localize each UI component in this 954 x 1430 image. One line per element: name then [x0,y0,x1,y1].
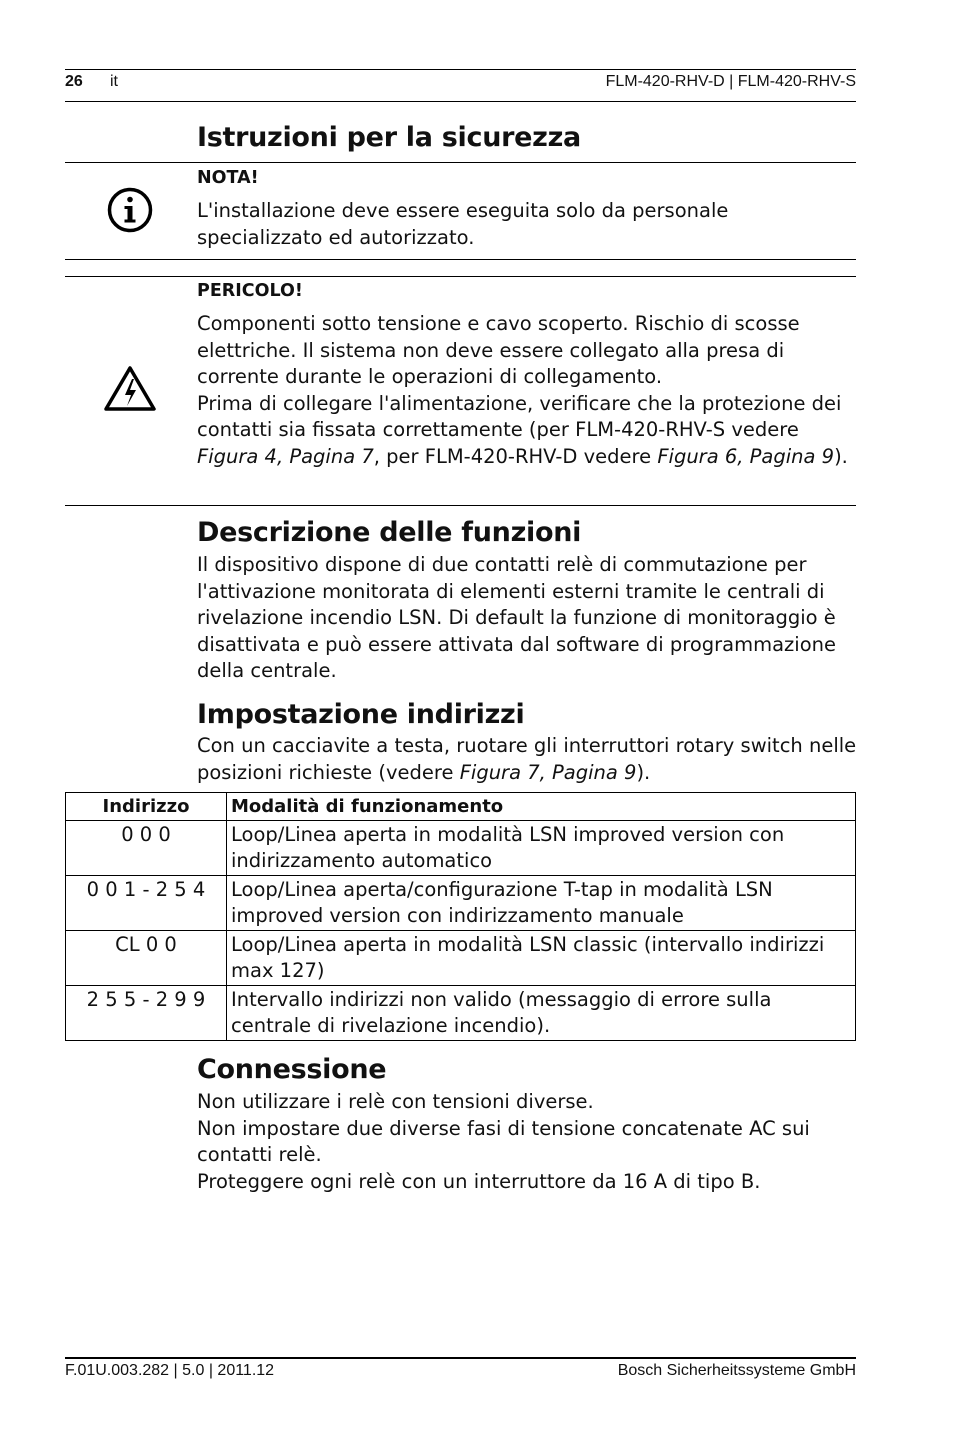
addressing-ref-figure-7[interactable]: Figura 7, Pagina 9 [459,760,637,784]
table-cell-mode: Loop/Linea aperta/configurazione T-tap in modalità LSN improved version con indirizzamento manuale [227,876,856,931]
table-header-row [66,793,856,821]
addressing-text-b: ). [636,760,651,784]
connection-line-2: Non impostare due diverse fasi di tensione concatenate AC sui contatti relè. [197,1116,810,1166]
danger-ref-figure-6[interactable]: Figura 6, Pagina 9 [657,444,835,468]
danger-text-2b: , per FLM-420-RHV-D vedere [373,444,658,468]
language-code: it [110,73,118,90]
danger-text [197,311,857,470]
address-table [65,792,856,1041]
danger-text-1: Componenti sotto tensione e cavo scoperto. Rischio di scosse elettriche. Il sistema non deve essere collegato alla presa di corrente durante le operazioni di collegamento. [197,312,800,388]
connection-line-1: Non utilizzare i relè con tensioni diverse. [197,1090,594,1113]
section-title-safety: Istruzioni per la sicurezza [197,122,581,153]
table-cell-address: 0 0 1 - 2 5 4 [66,876,227,931]
table-cell-address: CL 0 0 [66,931,227,986]
page-number: 26 [65,73,83,90]
table-header-mode: Modalità di funzionamento [227,793,856,821]
header-bottom-rule [65,101,856,102]
table-row [66,986,856,1041]
note-bottom-rule [65,259,856,260]
footer-company: Bosch Sicherheitssysteme GmbH [617,1362,856,1379]
addressing-text-a: Con un cacciavite a testa, ruotare gli interruttori rotary switch nelle posizioni richieste (vedere [197,734,857,784]
footer-rule [65,1357,856,1359]
danger-bottom-rule [65,505,856,506]
product-name: FLM-420-RHV-D | FLM-420-RHV-S [605,73,856,90]
header-top-rule [65,69,856,70]
danger-text-2c: ). [834,444,848,468]
info-icon [106,186,154,234]
addressing-text [197,733,857,786]
table-row [66,876,856,931]
danger-text-2a: Prima di collegare l'alimentazione, verificare che la protezione dei contatti sia fissata correttamente (per FLM-420-RHV-S vedere [197,391,842,441]
section-title-functions: Descrizione delle funzioni [197,517,582,548]
table-row [66,821,856,876]
high-voltage-warning-icon [102,364,158,414]
note-label: NOTA! [197,168,259,188]
table-cell-address: 2 5 5 - 2 9 9 [66,986,227,1041]
note-top-rule [65,162,856,163]
connection-text [197,1089,857,1195]
footer-doc-id: F.01U.003.282 | 5.0 | 2011.12 [65,1362,275,1379]
table-cell-mode: Loop/Linea aperta in modalità LSN improved version con indirizzamento automatico [227,821,856,876]
table-cell-mode: Loop/Linea aperta in modalità LSN classic (intervallo indirizzi max 127) [227,931,856,986]
danger-label: PERICOLO! [197,281,303,301]
table-cell-address: 0 0 0 [66,821,227,876]
table-header-address: Indirizzo [66,793,227,821]
section-title-addressing: Impostazione indirizzi [197,699,525,730]
note-text: L'installazione deve essere eseguita solo da personale specializzato ed autorizzato. [197,199,729,249]
danger-top-rule [65,276,856,277]
table-cell-mode: Intervallo indirizzi non valido (messaggio di errore sulla centrale di rivelazione incendio). [227,986,856,1041]
functions-text: Il dispositivo dispone di due contatti relè di commutazione per l'attivazione monitorata di elementi esterni tramite le centrali di rivelazione incendio LSN. Di default la funzione di monitoraggio è disattivata e può essere attivata dal software di programmazione della centrale. [197,553,836,682]
connection-line-3: Proteggere ogni relè con un interruttore da 16 A di tipo B. [197,1169,761,1193]
table-row [66,931,856,986]
danger-ref-figure-4[interactable]: Figura 4, Pagina 7 [197,444,374,468]
section-title-connection: Connessione [197,1054,387,1085]
